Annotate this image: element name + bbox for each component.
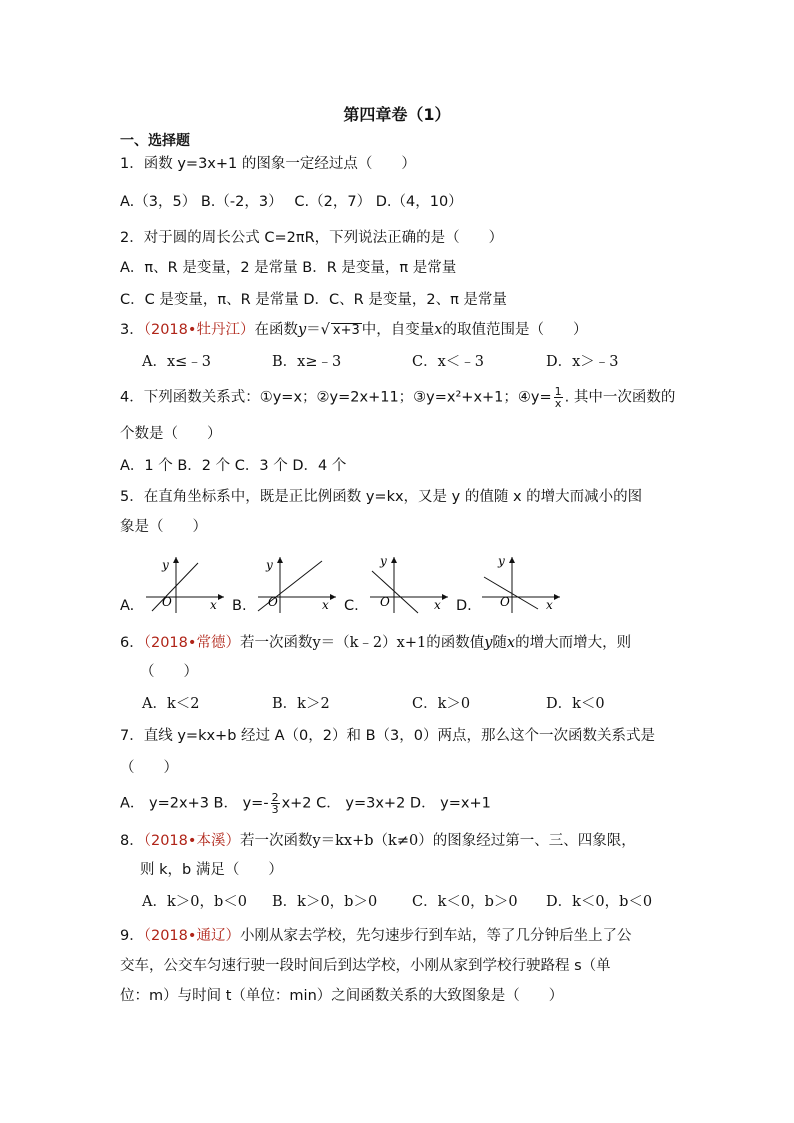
q1-options: A.（3，5） B.（-2，3） C.（2，7） D.（4，10） — [120, 194, 463, 210]
q7-options — [120, 792, 491, 815]
q4-stem — [120, 386, 675, 409]
x-arrow-icon — [330, 594, 336, 600]
y-arrow-icon — [277, 557, 283, 563]
function-line — [484, 577, 538, 609]
y-arrow-icon — [173, 557, 179, 563]
q5-graph-d — [476, 553, 566, 615]
q3-number: 3． — [120, 322, 144, 338]
origin-label: O — [380, 595, 390, 609]
q6-option-c: C．k＞0 — [412, 696, 471, 712]
q8-source: （2018•本溪） — [143, 833, 240, 849]
q3-stem — [120, 320, 587, 340]
q7-option-a: A． y=2x+3 B． y=- — [120, 795, 269, 812]
q7-stem-b: （ ） — [120, 760, 178, 776]
q4-y-eq: y= — [530, 389, 552, 406]
q4-fraction — [554, 386, 563, 409]
q3-option-a: A．x≤﹣3 — [142, 354, 212, 370]
q8-expr: y＝kx+b（k≠0） — [312, 833, 433, 849]
q7-frac-num: 2 — [271, 791, 279, 804]
x-label: x — [434, 598, 441, 612]
q3-stem-c: 的取值范围是（ ） — [442, 322, 588, 338]
q8-stem-a: 若一次函数 — [239, 833, 313, 849]
q6-stem-c: 随 — [492, 635, 507, 651]
q5-graph-b — [252, 553, 342, 615]
q2-stem: 2．对于圆的周长公式 C=2πR，下列说法正确的是（ ） — [120, 230, 504, 246]
function-line — [372, 571, 418, 613]
y-label: y — [498, 554, 505, 568]
q3-source: （2018•牡丹江） — [143, 322, 255, 338]
q7-fraction — [271, 792, 280, 815]
q3-radicand: x+3 — [332, 323, 360, 338]
y-label: y — [380, 554, 387, 568]
q6-number: 6． — [120, 635, 144, 651]
q6-stem-a: 若一次函数 — [239, 635, 313, 651]
q2-options-ab: A．π、R 是变量，2 是常量 B．R 是变量，π 是常量 — [120, 260, 457, 276]
q1-stem: 1．函数 y=3x+1 的图象一定经过点（ ） — [120, 156, 416, 172]
section-heading: 一、选择题 — [120, 133, 190, 149]
q6-stem-b: 的函数值 — [426, 635, 485, 651]
sqrt-symbol: √ — [320, 322, 330, 338]
q4-stem-b: . 其中一次函数的 — [564, 389, 676, 406]
q9-number: 9． — [120, 928, 144, 944]
q3-eq: ＝ — [306, 322, 321, 338]
q8-option-d: D．k＜0，b＜0 — [546, 894, 653, 910]
q9-stem-a: 小刚从家去学校，先匀速步行到车站，等了几分钟后坐上了公 — [239, 928, 632, 944]
y-arrow-icon — [509, 557, 515, 563]
q6-stem — [120, 633, 631, 653]
q3-option-b: B．x≥﹣3 — [272, 354, 342, 370]
q9-source: （2018•通辽） — [143, 928, 240, 944]
q8-option-b: B．k＞0，b＞0 — [272, 894, 378, 910]
q8-stem-b: 的图象经过第一、三、四象限， — [432, 833, 636, 849]
x-label: x — [322, 598, 329, 612]
origin-label: O — [162, 595, 172, 609]
q5-label-a: A. — [120, 598, 135, 614]
q6-option-d: D．k＜0 — [546, 696, 605, 712]
q2-options-cd: C．C 是变量，π、R 是常量 D．C、R 是变量，2、π 是常量 — [120, 292, 507, 308]
origin-label: O — [500, 595, 510, 609]
y-label: y — [266, 558, 273, 572]
function-line — [152, 563, 198, 611]
q9-stem — [120, 926, 631, 946]
q5-stem-a: 5．在直角坐标系中，既是正比例函数 y=kx，又是 y 的值随 x 的增大而减小的图 — [120, 489, 643, 505]
q6-option-a: A．k＜2 — [142, 696, 200, 712]
q6-expr: y＝（k﹣2）x+1 — [312, 635, 427, 651]
q3-stem-a: 在函数 — [254, 322, 298, 338]
q5-label-c: C. — [344, 598, 359, 614]
q4-frac-den: x — [554, 397, 562, 410]
q7-frac-den: 3 — [271, 803, 279, 816]
x-label: x — [546, 598, 553, 612]
q8-option-c: C．k＜0，b＞0 — [412, 894, 518, 910]
q5-label-b: B. — [232, 598, 247, 614]
q4-options: A．1 个 B．2 个 C．3 个 D．4 个 — [120, 458, 347, 474]
q7-stem-a: 7．直线 y=kx+b 经过 A（0，2）和 B（3，0）两点，那么这个一次函数关系式是 — [120, 728, 655, 744]
q3-option-c: C．x＜﹣3 — [412, 354, 484, 370]
y-label: y — [162, 558, 169, 572]
q5-graph-c — [364, 553, 454, 615]
q9-stem-c: 位：m）与时间 t（单位：min）之间函数关系的大致图象是（ ） — [120, 988, 564, 1004]
q6-var-y: y — [484, 635, 493, 651]
origin-label: O — [268, 595, 278, 609]
q8-stem — [120, 831, 636, 851]
x-arrow-icon — [554, 594, 560, 600]
q9-stem-b: 交车，公交车匀速行驶一段时间后到达学校，小刚从家到学校行驶路程 s（单 — [120, 958, 611, 974]
q4-stem-c: 个数是（ ） — [120, 426, 222, 442]
q6-stem-e: （ ） — [140, 664, 198, 680]
x-label: x — [210, 598, 217, 612]
q8-number: 8． — [120, 833, 144, 849]
q6-var-x: x — [506, 635, 516, 651]
x-arrow-icon — [442, 594, 448, 600]
q8-stem-c: 则 k，b 满足（ ） — [140, 862, 283, 878]
q3-stem-b: 中，自变量 — [361, 322, 435, 338]
q4-stem-a: 4．下列函数关系式：①y=x；②y=2x+11；③y=x²+x+1；④ — [120, 389, 531, 406]
q7-option-rest: x+2 C． y=3x+2 D． y=x+1 — [281, 795, 491, 812]
page-title: 第四章卷（1） — [343, 105, 451, 124]
x-arrow-icon — [218, 594, 224, 600]
q4-frac-num: 1 — [554, 385, 562, 398]
q3-option-d: D．x＞﹣3 — [546, 354, 619, 370]
y-arrow-icon — [391, 557, 397, 563]
q3-var-y: y — [297, 322, 307, 338]
q8-option-a: A．k＞0，b＜0 — [142, 894, 247, 910]
q5-label-d: D. — [456, 598, 472, 614]
q6-option-b: B．k＞2 — [272, 696, 330, 712]
q3-var-x: x — [434, 322, 443, 338]
q5-graph-a — [140, 553, 230, 615]
q6-stem-d: 的增大而增大，则 — [515, 635, 632, 651]
q5-stem-b: 象是（ ） — [120, 519, 207, 535]
q6-source: （2018•常德） — [143, 635, 240, 651]
